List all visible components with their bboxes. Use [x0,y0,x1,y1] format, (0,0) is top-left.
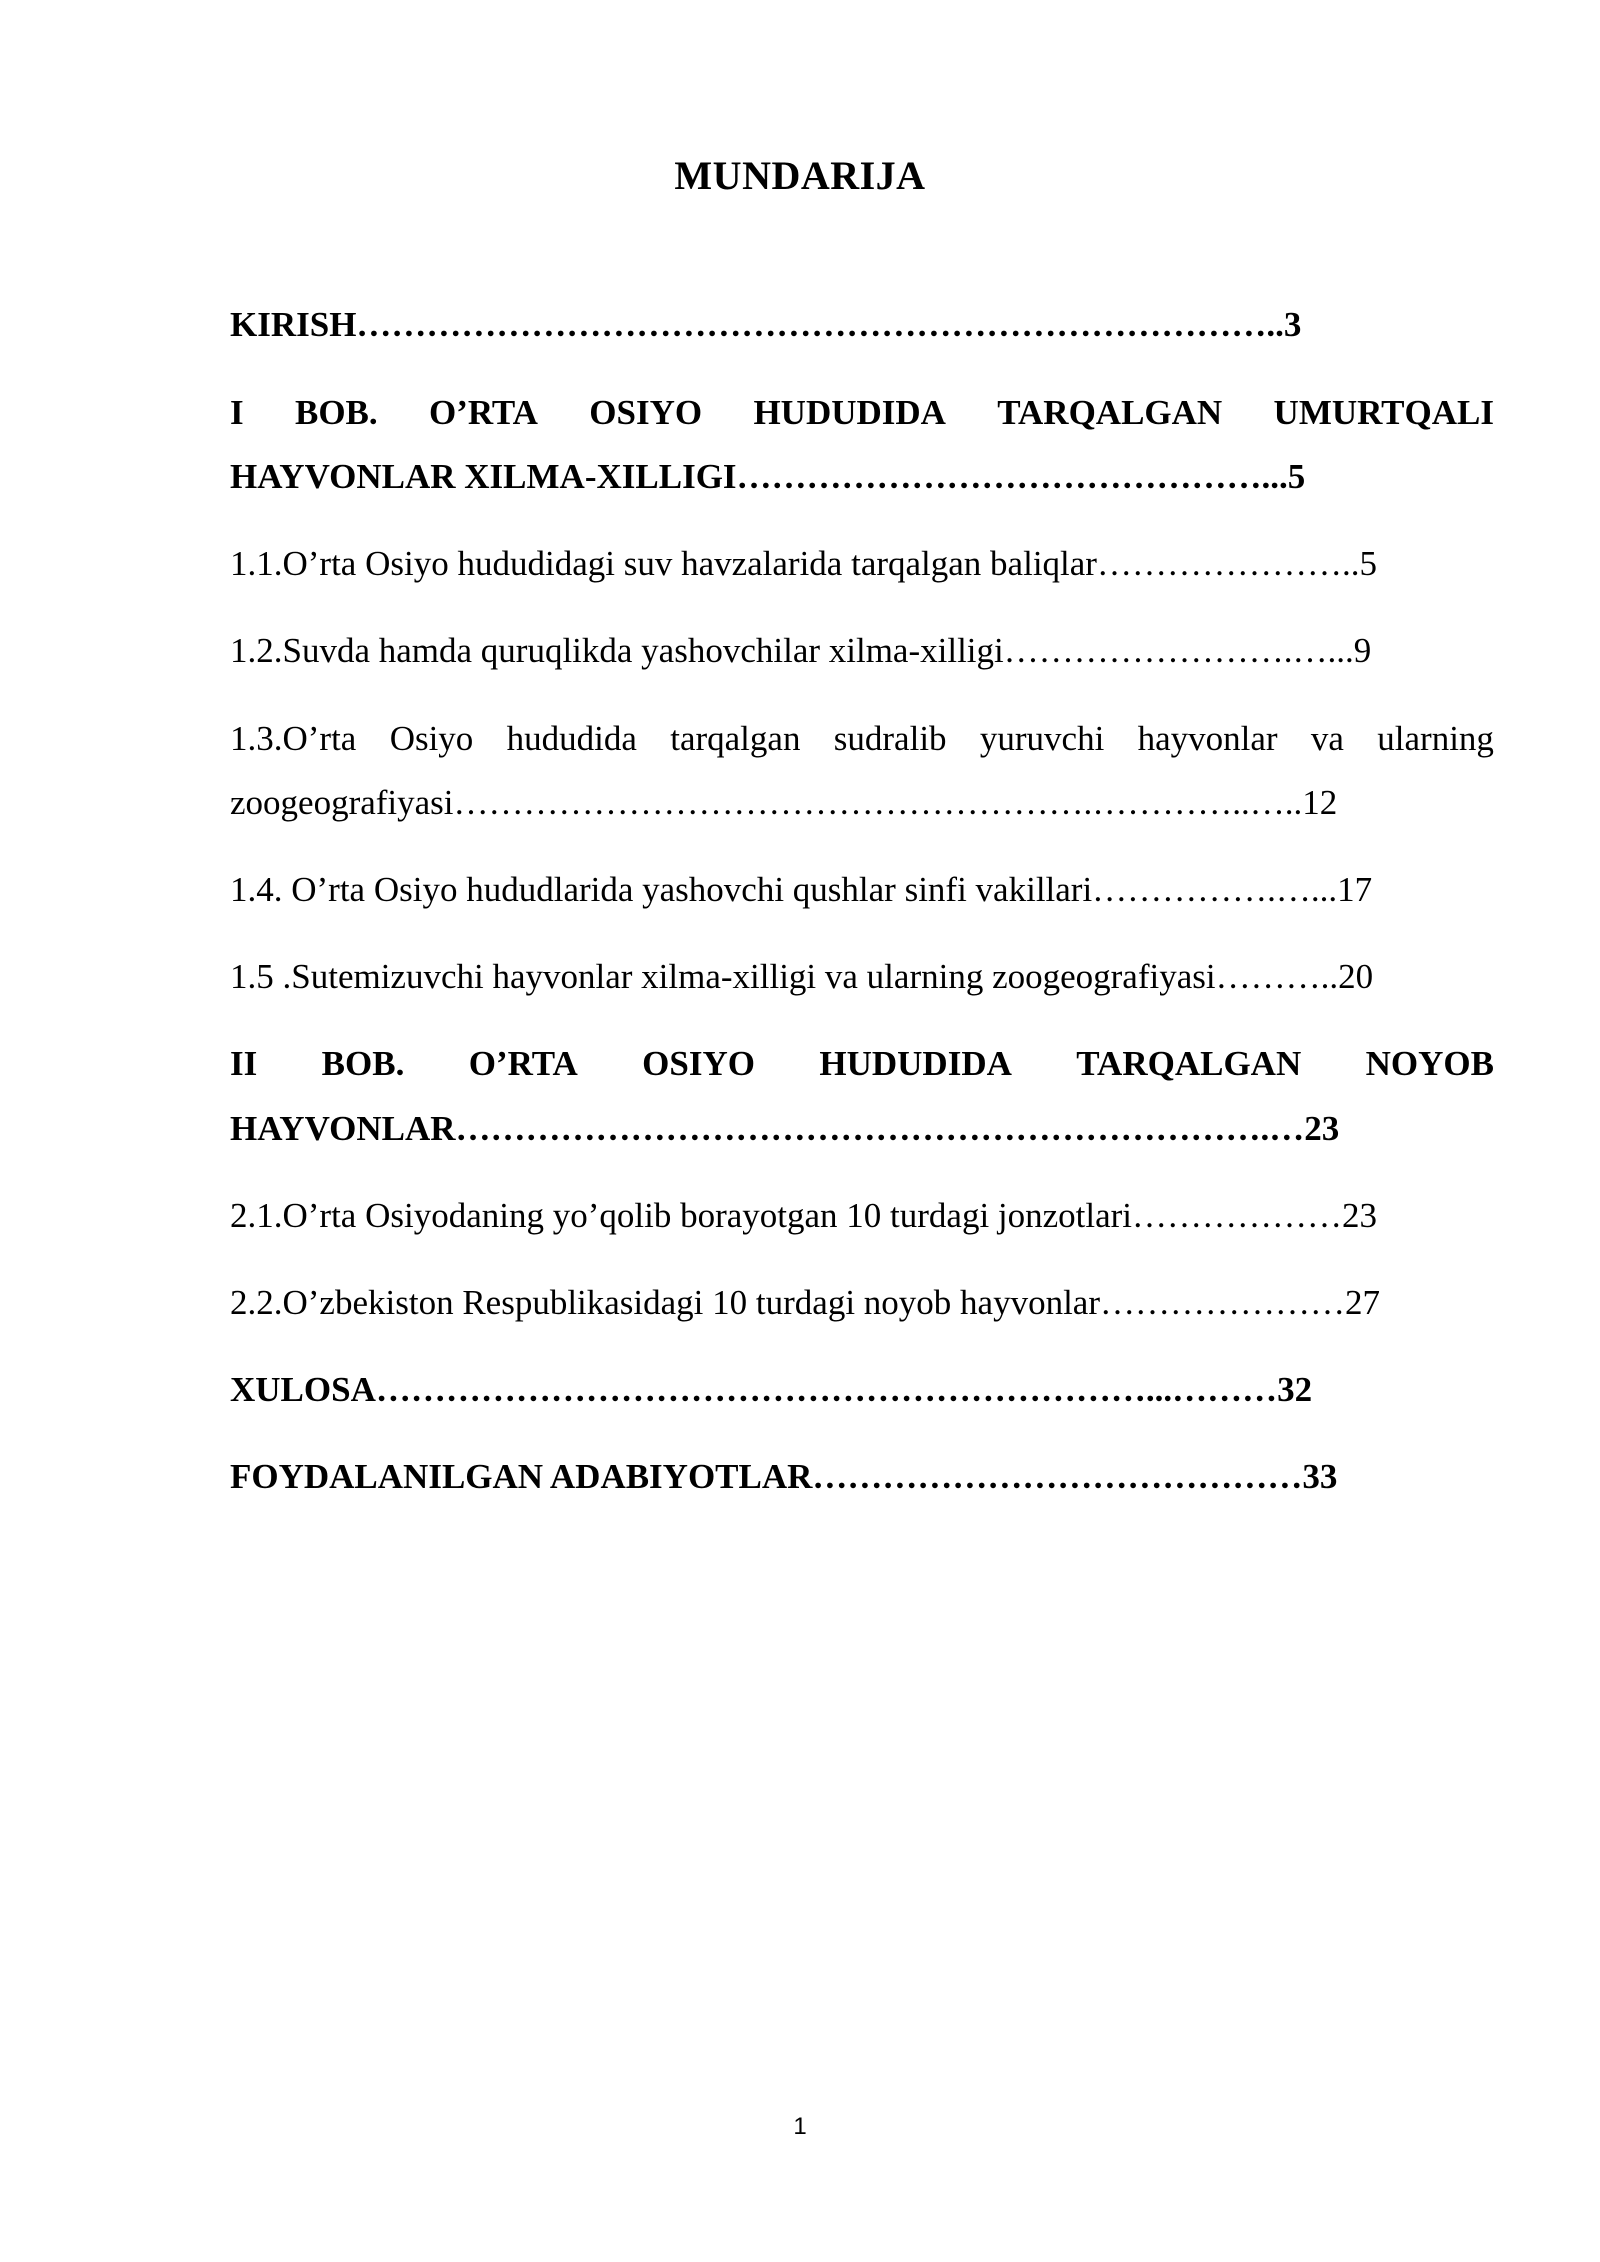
toc-word: OSIYO [642,1044,755,1083]
toc-entry-kirish: KIRISH……………………………………………………………………..3 [230,305,1302,344]
toc-word: ularning [1377,719,1494,758]
toc-word: BOB. [294,393,378,432]
toc-word: NOYOB [1365,1044,1494,1083]
toc-entry-adabiyotlar: FOYDALANILGAN ADABIYOTLAR……………………………………33 [230,1457,1338,1496]
toc-word: 1.3.O’rta [230,719,357,758]
toc-word: O’RTA [428,393,538,432]
toc-word: hududida [506,719,637,758]
toc-entry-bob1-line1 [230,391,1494,435]
toc-entry-1-3-line1 [230,717,1494,761]
toc-word: TARQALGAN [997,393,1223,432]
toc-word: HUDUDIDA [819,1044,1012,1083]
toc-entry-1-3-line2: zoogeografiyasi……………………………………………….…………..…..12 [230,783,1338,822]
page-title: MUNDARIJA [674,153,926,198]
toc-word: O’RTA [468,1044,578,1083]
toc-word: HUDUDIDA [753,393,946,432]
toc-entry-1-1: 1.1.O’rta Osiyo hududidagi suv havzalarida tarqalgan baliqlar…………………..5 [230,544,1377,583]
toc-word: sudralib [833,719,947,758]
toc-entry-1-4: 1.4. O’rta Osiyo hududlarida yashovchi qushlar sinfi vakillari…………….…...17 [230,870,1373,909]
toc-entry-xulosa: XULOSA…………………………………………………………...………32 [230,1370,1313,1409]
toc-word: hayvonlar [1137,719,1278,758]
toc-word: tarqalgan [670,719,801,758]
toc-word: yuruvchi [979,719,1105,758]
toc-entry-2-1: 2.1.O’rta Osiyodaning yo’qolib borayotgan 10 turdagi jonzotlari………………23 [230,1196,1378,1235]
toc-word: va [1310,719,1344,758]
toc-word: UMURTQALI [1273,393,1494,432]
toc-word: TARQALGAN [1076,1044,1302,1083]
toc-entry-bob2-line1 [230,1042,1494,1086]
toc-word: OSIYO [589,393,703,432]
toc-entry-2-2: 2.2.O’zbekiston Respublikasidagi 10 turdagi noyob hayvonlar…………………27 [230,1283,1380,1322]
toc-entry-bob2-line2: HAYVONLAR…………………………………………………………….…23 [230,1109,1340,1148]
toc-word: BOB. [321,1044,405,1083]
toc-entry-bob1-line2: HAYVONLAR XILMA-XILLIGI………………………………………...5 [230,457,1306,496]
toc-word: Osiyo [389,719,474,758]
toc-word: I [230,393,244,432]
toc-word: II [230,1044,258,1083]
toc-entry-1-5: 1.5 .Sutemizuvchi hayvonlar xilma-xilligi va ularning zoogeografiyasi………..20 [230,957,1374,996]
toc-entry-1-2: 1.2.Suvda hamda quruqlikda yashovchilar xilma-xilligi…………………….…...9 [230,631,1372,670]
page-number: 1 [793,2113,807,2140]
